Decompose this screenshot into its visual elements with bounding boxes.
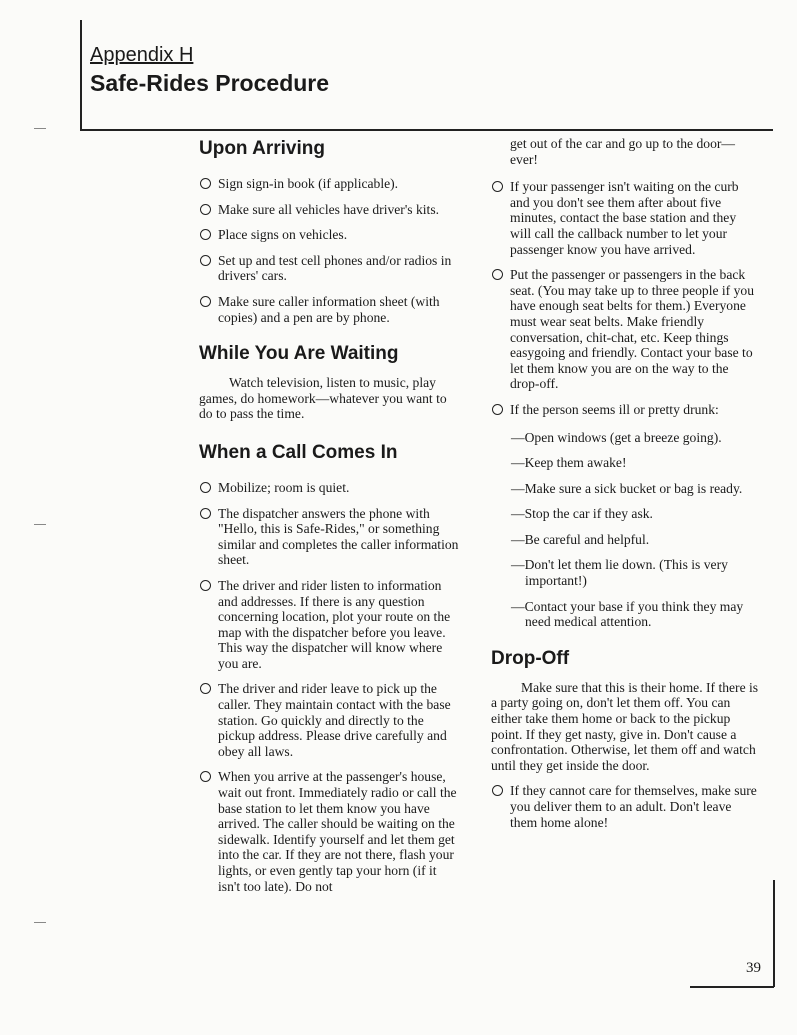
list-item: If your passenger isn't waiting on the curb and you don't see them after about five minutes, contact the base station and they will call the callback number to let your passenger know you have arrived. (491, 179, 759, 257)
dash-item: —Keep them awake! (511, 455, 627, 471)
circle-bullet-icon (200, 178, 211, 189)
circle-bullet-icon (200, 508, 211, 519)
list-item: Mobilize; room is quiet. (199, 480, 461, 496)
circle-bullet-icon (492, 181, 503, 192)
list-item: When you arrive at the passenger's house, wait out front. Immediately radio or call the base station to let them know you have arrived. The caller should be waiting on the sidewalk. Identify yourself and let them get into the car. If they are not there, flash your lights, or even gently tap your horn (if it isn't too late). Do not (199, 769, 461, 894)
list-item: Make sure all vehicles have driver's kits. (199, 202, 461, 218)
dash-item: —Contact your base if you think they may need medical attention. (511, 598, 744, 630)
dash-item: —Don't let them lie down. (This is very important!) (511, 557, 728, 589)
list-item: If the person seems ill or pretty drunk: (491, 402, 759, 418)
circle-bullet-icon (200, 683, 211, 694)
circle-bullet-icon (492, 269, 503, 280)
drop-off-text: Make sure that this is their home. If there is a party going on, don't let them off. You can either take them home or back to the pickup point. If they get nasty, give in. Don't cause a confrontation. Otherwise, let them off and watch until they get inside the door. (491, 679, 759, 773)
heading-drop-off: Drop-Off (491, 647, 570, 669)
left-column (199, 138, 461, 904)
circle-bullet-icon (492, 404, 503, 415)
right-column (491, 136, 759, 840)
circle-bullet-icon (492, 785, 503, 796)
upon-arriving-list (199, 176, 461, 325)
page-title: Safe-Rides Procedure (90, 70, 330, 96)
list-item: The driver and rider leave to pick up the caller. They maintain contact with the base station. Go quickly and directly to the pickup address. Please drive carefully and obey all laws. (199, 681, 461, 759)
list-item: The dispatcher answers the phone with "Hello, this is Safe-Rides," or something similar and completes the caller information sheet. (199, 506, 461, 568)
circle-bullet-icon (200, 229, 211, 240)
header-left-rule (80, 20, 82, 130)
list-item: Make sure caller information sheet (with copies) and a pen are by phone. (199, 294, 461, 325)
footer-bottom-rule (690, 986, 774, 988)
circle-bullet-icon (200, 771, 211, 782)
page-number: 39 (746, 960, 761, 976)
while-waiting-text: Watch television, listen to music, play games, do homework—whatever you want to do to pass the time. (199, 375, 447, 422)
footer-right-rule (773, 880, 775, 987)
dash-item: —Make sure a sick bucket or bag is ready. (511, 480, 743, 496)
heading-call-comes-in: When a Call Comes In (199, 441, 398, 463)
continued-text: get out of the car and go up to the door—ever! (510, 136, 735, 167)
list-item: The driver and rider listen to information and addresses. If there is any question concerning location, plot your route on the map with the dispatcher before you leave. This way the dispatcher will know where you are. (199, 578, 461, 672)
circle-bullet-icon (200, 255, 211, 266)
list-item: If they cannot care for themselves, make sure you deliver them to an adult. Don't leave them home alone! (491, 783, 759, 830)
ill-passenger-list (491, 430, 759, 630)
list-item: Place signs on vehicles. (199, 227, 461, 243)
circle-bullet-icon (200, 204, 211, 215)
list-item: Set up and test cell phones and/or radios in drivers' cars. (199, 253, 461, 284)
call-comes-in-list (199, 480, 461, 894)
binding-mark-bottom (34, 922, 46, 923)
circle-bullet-icon (200, 580, 211, 591)
dash-item: —Stop the car if they ask. (511, 506, 653, 522)
header-bottom-rule (80, 129, 773, 131)
circle-bullet-icon (200, 296, 211, 307)
heading-while-waiting: While You Are Waiting (199, 343, 399, 365)
binding-mark-top (34, 128, 46, 129)
heading-upon-arriving: Upon Arriving (199, 138, 325, 159)
dash-item: —Be careful and helpful. (511, 531, 650, 547)
list-item: Put the passenger or passengers in the back seat. (You may take up to three people if you have enough seat belts for them.) Everyone must wear seat belts. Make friendly conversation, chit-chat, etc. Keep things easygoing and friendly. Contact your base to let them know you are on the way to the drop-off. (491, 267, 759, 392)
appendix-label: Appendix H (90, 44, 194, 66)
list-item: Sign sign-in book (if applicable). (199, 176, 461, 192)
circle-bullet-icon (200, 482, 211, 493)
binding-mark-middle (34, 524, 46, 525)
dash-item: —Open windows (get a breeze going). (511, 429, 722, 445)
